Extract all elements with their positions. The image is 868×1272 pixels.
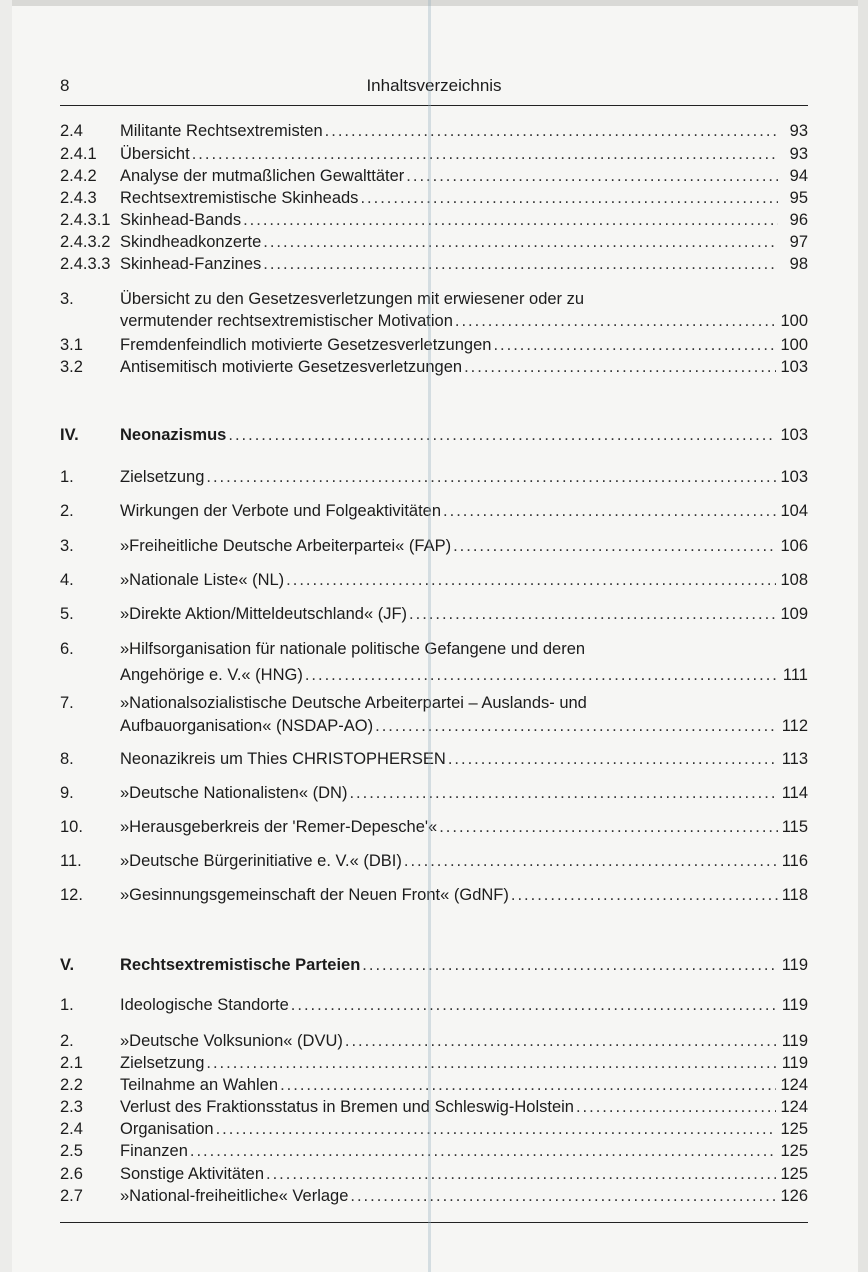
toc-entry-first-line (60, 288, 808, 310)
toc-entry-title-wrap (120, 209, 782, 231)
toc-entry-number: 2.4 (60, 122, 83, 140)
toc-entry-title-wrap (120, 231, 782, 253)
toc-entry-title: Zielsetzung (120, 468, 205, 486)
footer-rule (60, 1222, 808, 1223)
toc-entry-title: »Gesinnungsgemeinschaft der Neuen Front« (GdNF) (120, 886, 509, 904)
toc-entry-title-wrap (120, 120, 782, 142)
toc-entry-number: 2.7 (60, 1187, 83, 1205)
toc-entry-page: 119 (781, 956, 808, 974)
toc-entry-title: Wirkungen der Verbote und Folgeaktivitäten (120, 502, 442, 520)
toc-entry-title-wrap (120, 782, 782, 804)
toc-entry-title-wrap (120, 466, 780, 488)
leader-dots (511, 884, 778, 906)
toc-entry-title-line1: Übersicht zu den Gesetzesverletzungen mit erwiesener oder zu (120, 290, 585, 308)
toc-entry-title: Ideologische Standorte (120, 996, 289, 1014)
toc-entry-title: Rechtsextremistische Skinheads (120, 189, 359, 207)
toc-entry-page: 103 (780, 468, 808, 486)
toc-entry-number: 3. (60, 537, 74, 555)
toc-entry-title: Verlust des Fraktionsstatus in Bremen und Schleswig-Holstein (120, 1098, 574, 1116)
running-title: Inhaltsverzeichnis (366, 76, 502, 95)
toc-entry-number: 1. (60, 468, 74, 486)
toc-entry-page: 104 (780, 502, 808, 520)
toc-entry-page: 106 (780, 537, 808, 555)
toc-entry-number: 2.4.3.3 (60, 255, 111, 273)
toc-entry[interactable] (60, 782, 808, 804)
toc-entry-title: Skinhead-Bands (120, 211, 242, 229)
toc-entry-page: 112 (781, 717, 808, 735)
toc-entry[interactable] (60, 1074, 808, 1096)
toc-entry-number: IV. (60, 426, 79, 444)
toc-entry-page: 124 (780, 1098, 808, 1116)
toc-entry-page: 126 (780, 1187, 808, 1205)
toc-entry-page: 125 (780, 1142, 808, 1160)
toc-entry-page: 118 (781, 886, 808, 904)
toc-entry[interactable] (60, 884, 808, 906)
toc-entry-title: Aufbauorganisation« (NSDAP-AO) (120, 717, 374, 735)
toc-entry-number: 11. (60, 852, 82, 870)
toc-entry-title-wrap (120, 310, 780, 332)
toc-entry-number: 2.4.3.2 (60, 233, 111, 251)
toc-entry-title-wrap (120, 253, 782, 275)
toc-entry-title-wrap (120, 1118, 780, 1140)
toc-entry-page: 93 (789, 145, 808, 163)
toc-entry-page: 103 (780, 358, 808, 376)
toc-entry-number: V. (60, 956, 75, 974)
toc-entry-title: »Deutsche Nationalisten« (DN) (120, 784, 348, 802)
leader-dots (206, 1052, 777, 1074)
leader-dots (576, 1096, 777, 1118)
toc-entry-page: 94 (789, 167, 808, 185)
leader-dots (190, 1140, 777, 1162)
toc-entry-title: Neonazismus (120, 426, 227, 444)
leader-dots (493, 334, 776, 356)
toc-entry[interactable] (60, 500, 808, 522)
toc-entry-title: Sonstige Aktivitäten (120, 1165, 265, 1183)
toc-entry-title-wrap (120, 850, 782, 872)
toc-entry-page: 114 (781, 784, 808, 802)
leader-dots (464, 356, 776, 378)
toc-entry-title-line1: »Hilfsorganisation für nationale politische Gefangene und deren (120, 640, 586, 658)
toc-entry-page: 113 (781, 750, 808, 768)
toc-entry-title-wrap (120, 143, 782, 165)
toc-entry-page: 108 (780, 571, 808, 589)
toc-entry-title: Analyse der mutmaßlichen Gewalttäter (120, 167, 405, 185)
toc-entry-number: 3.1 (60, 336, 83, 354)
toc-entry[interactable] (60, 165, 808, 187)
leader-dots (243, 209, 778, 231)
toc-entry[interactable] (60, 253, 808, 275)
toc-entry-number: 4. (60, 571, 74, 589)
toc-entry-title-wrap (120, 884, 782, 906)
toc-entry-title-wrap (120, 1074, 780, 1096)
toc-entry-title: Teilnahme an Wahlen (120, 1076, 279, 1094)
toc-entry-number: 10. (60, 818, 83, 836)
toc-entry-page: 96 (789, 211, 808, 229)
toc-entry[interactable] (60, 748, 808, 770)
toc-entry[interactable] (60, 1140, 808, 1162)
scan-edge-right (858, 0, 868, 1272)
toc-entry-title-wrap (120, 954, 782, 976)
toc-entry-title: Skindheadkonzerte (120, 233, 262, 251)
toc-entry-title-wrap (120, 165, 782, 187)
toc-entry-title-wrap (120, 1163, 780, 1185)
leader-dots (406, 165, 778, 187)
toc-entry[interactable] (60, 603, 808, 625)
toc-entry[interactable] (60, 1030, 808, 1052)
leader-dots (443, 500, 776, 522)
toc-entry-number: 5. (60, 605, 74, 623)
toc-entry-title: Zielsetzung (120, 1054, 205, 1072)
toc-entry-number: 2.4.3.1 (60, 211, 111, 229)
toc-entry[interactable] (60, 715, 808, 737)
toc-entry-title-wrap (120, 1140, 780, 1162)
toc-entry-number: 2.6 (60, 1165, 83, 1183)
toc-entry-title: Finanzen (120, 1142, 188, 1160)
toc-entry-title-wrap (120, 424, 780, 446)
toc-entry-title-wrap (120, 1185, 780, 1207)
toc-entry[interactable] (60, 356, 808, 378)
leader-dots (360, 187, 778, 209)
toc-entry[interactable] (60, 535, 808, 557)
toc-entry-title: Übersicht (120, 145, 190, 163)
toc-entry[interactable] (60, 1163, 808, 1185)
page-number: 8 (60, 76, 70, 95)
toc-entry-page: 124 (780, 1076, 808, 1094)
toc-entry-first-line (60, 638, 808, 660)
toc-entry-title-wrap (120, 535, 780, 557)
toc-entry[interactable] (60, 850, 808, 872)
toc-entry-title: »Deutsche Bürgerinitiative e. V.« (DBI) (120, 852, 402, 870)
toc-entry-title: »Deutsche Volksunion« (DVU) (120, 1032, 343, 1050)
toc-entry-page: 98 (789, 255, 808, 273)
toc-entry-title: Organisation (120, 1120, 214, 1138)
toc-entry-title: Neonazikreis um Thies CHRISTOPHERSEN (120, 750, 446, 768)
toc-entry-title: »Freiheitliche Deutsche Arbeiterpartei« (FAP) (120, 537, 452, 555)
toc-entry-title: Fremdenfeindlich motivierte Gesetzesverletzungen (120, 336, 492, 354)
toc-entry-number: 2. (60, 502, 74, 520)
scan-gutter-shadow (428, 0, 431, 1272)
toc-entry-page: 119 (781, 996, 808, 1014)
toc-entry-number: 1. (60, 996, 74, 1014)
leader-dots (375, 715, 778, 737)
toc-entry-number: 3.2 (60, 358, 83, 376)
leader-dots (228, 424, 776, 446)
toc-entry-title: Antisemitisch motivierte Gesetzesverletzungen (120, 358, 463, 376)
leader-dots (409, 603, 776, 625)
toc-entry-number: 2.5 (60, 1142, 83, 1160)
leader-dots (291, 994, 778, 1016)
leader-dots (362, 954, 777, 976)
toc-entry[interactable] (60, 994, 808, 1016)
toc-entry-title-wrap (120, 569, 780, 591)
toc-entry-number: 12. (60, 886, 83, 904)
leader-dots (345, 1030, 778, 1052)
toc-entry-title: »Nationale Liste« (NL) (120, 571, 285, 589)
toc-entry-page: 95 (789, 189, 808, 207)
toc-entry-number: 9. (60, 784, 74, 802)
toc-entry-number: 2.4.1 (60, 145, 97, 163)
toc-entry[interactable] (60, 466, 808, 488)
toc-entry-first-line (60, 692, 808, 714)
leader-dots (349, 782, 777, 804)
toc-entry-number: 2.4.3 (60, 189, 97, 207)
toc-entry-page: 93 (789, 122, 808, 140)
toc-entry-title: Militante Rechtsextremisten (120, 122, 323, 140)
toc-entry[interactable] (60, 569, 808, 591)
leader-dots (448, 748, 778, 770)
toc-entry[interactable] (60, 954, 808, 976)
toc-entry[interactable] (60, 424, 808, 446)
toc-entry-title-line1: »Nationalsozialistische Deutsche Arbeiterpartei – Auslands- und (120, 694, 587, 712)
toc-entry-number: 6. (60, 640, 74, 658)
toc-entry[interactable] (60, 120, 808, 142)
toc-entry-page: 115 (781, 818, 808, 836)
toc-entry-page: 103 (780, 426, 808, 444)
toc-entry-page: 119 (781, 1032, 808, 1050)
toc-entry-title-wrap (120, 500, 780, 522)
toc-entry-number: 8. (60, 750, 74, 768)
toc-entry-title-wrap (120, 664, 782, 686)
toc-entry[interactable] (60, 664, 808, 686)
toc-entry-page: 109 (780, 605, 808, 623)
scan-edge-left (0, 0, 12, 1272)
toc-entry-title-wrap (120, 356, 780, 378)
leader-dots (263, 253, 778, 275)
toc-entry-title-wrap (120, 816, 782, 838)
toc-entry-number: 2.2 (60, 1076, 83, 1094)
toc-entry-title: »Herausgeberkreis der 'Remer-Depesche'« (120, 818, 438, 836)
toc-entry[interactable] (60, 1096, 808, 1118)
leader-dots (453, 535, 776, 557)
toc-entry-title-wrap (120, 603, 780, 625)
toc-entry[interactable] (60, 310, 808, 332)
toc-entry-title: Angehörige e. V.« (HNG) (120, 666, 303, 684)
leader-dots (266, 1163, 776, 1185)
leader-dots (455, 310, 777, 332)
toc-entry-title-wrap (120, 187, 782, 209)
toc-entry-page: 125 (780, 1120, 808, 1138)
leader-dots (325, 120, 778, 142)
toc-entry-title: »Direkte Aktion/Mitteldeutschland« (JF) (120, 605, 408, 623)
toc-entry-page: 111 (782, 666, 808, 684)
toc-entry-number: 2. (60, 1032, 74, 1050)
toc-entry-title-wrap (120, 1096, 780, 1118)
toc-entry-title-wrap (120, 748, 782, 770)
toc-entry-number: 7. (60, 694, 74, 712)
leader-dots (280, 1074, 776, 1096)
toc-entry-title-wrap (120, 334, 780, 356)
toc-entry[interactable] (60, 1185, 808, 1207)
toc-entry-title-wrap (120, 715, 782, 737)
toc-entry-number: 2.3 (60, 1098, 83, 1116)
toc-entry-number: 2.1 (60, 1054, 83, 1072)
table-of-contents (60, 0, 808, 1272)
toc-entry[interactable] (60, 1118, 808, 1140)
toc-entry-title: Rechtsextremistische Parteien (120, 956, 361, 974)
toc-entry[interactable] (60, 1052, 808, 1074)
toc-entry-title: »National-freiheitliche« Verlage (120, 1187, 349, 1205)
toc-entry[interactable] (60, 231, 808, 253)
leader-dots (206, 466, 776, 488)
toc-entry-number: 3. (60, 290, 74, 308)
leader-dots (439, 816, 777, 838)
leader-dots (404, 850, 778, 872)
toc-entry[interactable] (60, 209, 808, 231)
leader-dots (263, 231, 778, 253)
toc-entry-page: 100 (780, 312, 808, 330)
toc-entry-title: Skinhead-Fanzines (120, 255, 262, 273)
toc-entry-title: vermutender rechtsextremistischer Motivation (120, 312, 453, 330)
toc-entry-page: 119 (781, 1054, 808, 1072)
toc-entry[interactable] (60, 816, 808, 838)
toc-entry-title-wrap (120, 1030, 782, 1052)
leader-dots (286, 569, 776, 591)
toc-entry-title-wrap (120, 994, 782, 1016)
leader-dots (350, 1185, 776, 1207)
leader-dots (305, 664, 778, 686)
toc-entry[interactable] (60, 334, 808, 356)
leader-dots (192, 143, 778, 165)
toc-entry-number: 2.4.2 (60, 167, 97, 185)
toc-entry[interactable] (60, 143, 808, 165)
toc-entry-title-wrap (120, 1052, 782, 1074)
toc-entry-number: 2.4 (60, 1120, 83, 1138)
toc-entry[interactable] (60, 187, 808, 209)
toc-entry-page: 97 (789, 233, 808, 251)
toc-entry-page: 100 (780, 336, 808, 354)
leader-dots (216, 1118, 777, 1140)
toc-entry-page: 116 (781, 852, 808, 870)
toc-entry-page: 125 (780, 1165, 808, 1183)
